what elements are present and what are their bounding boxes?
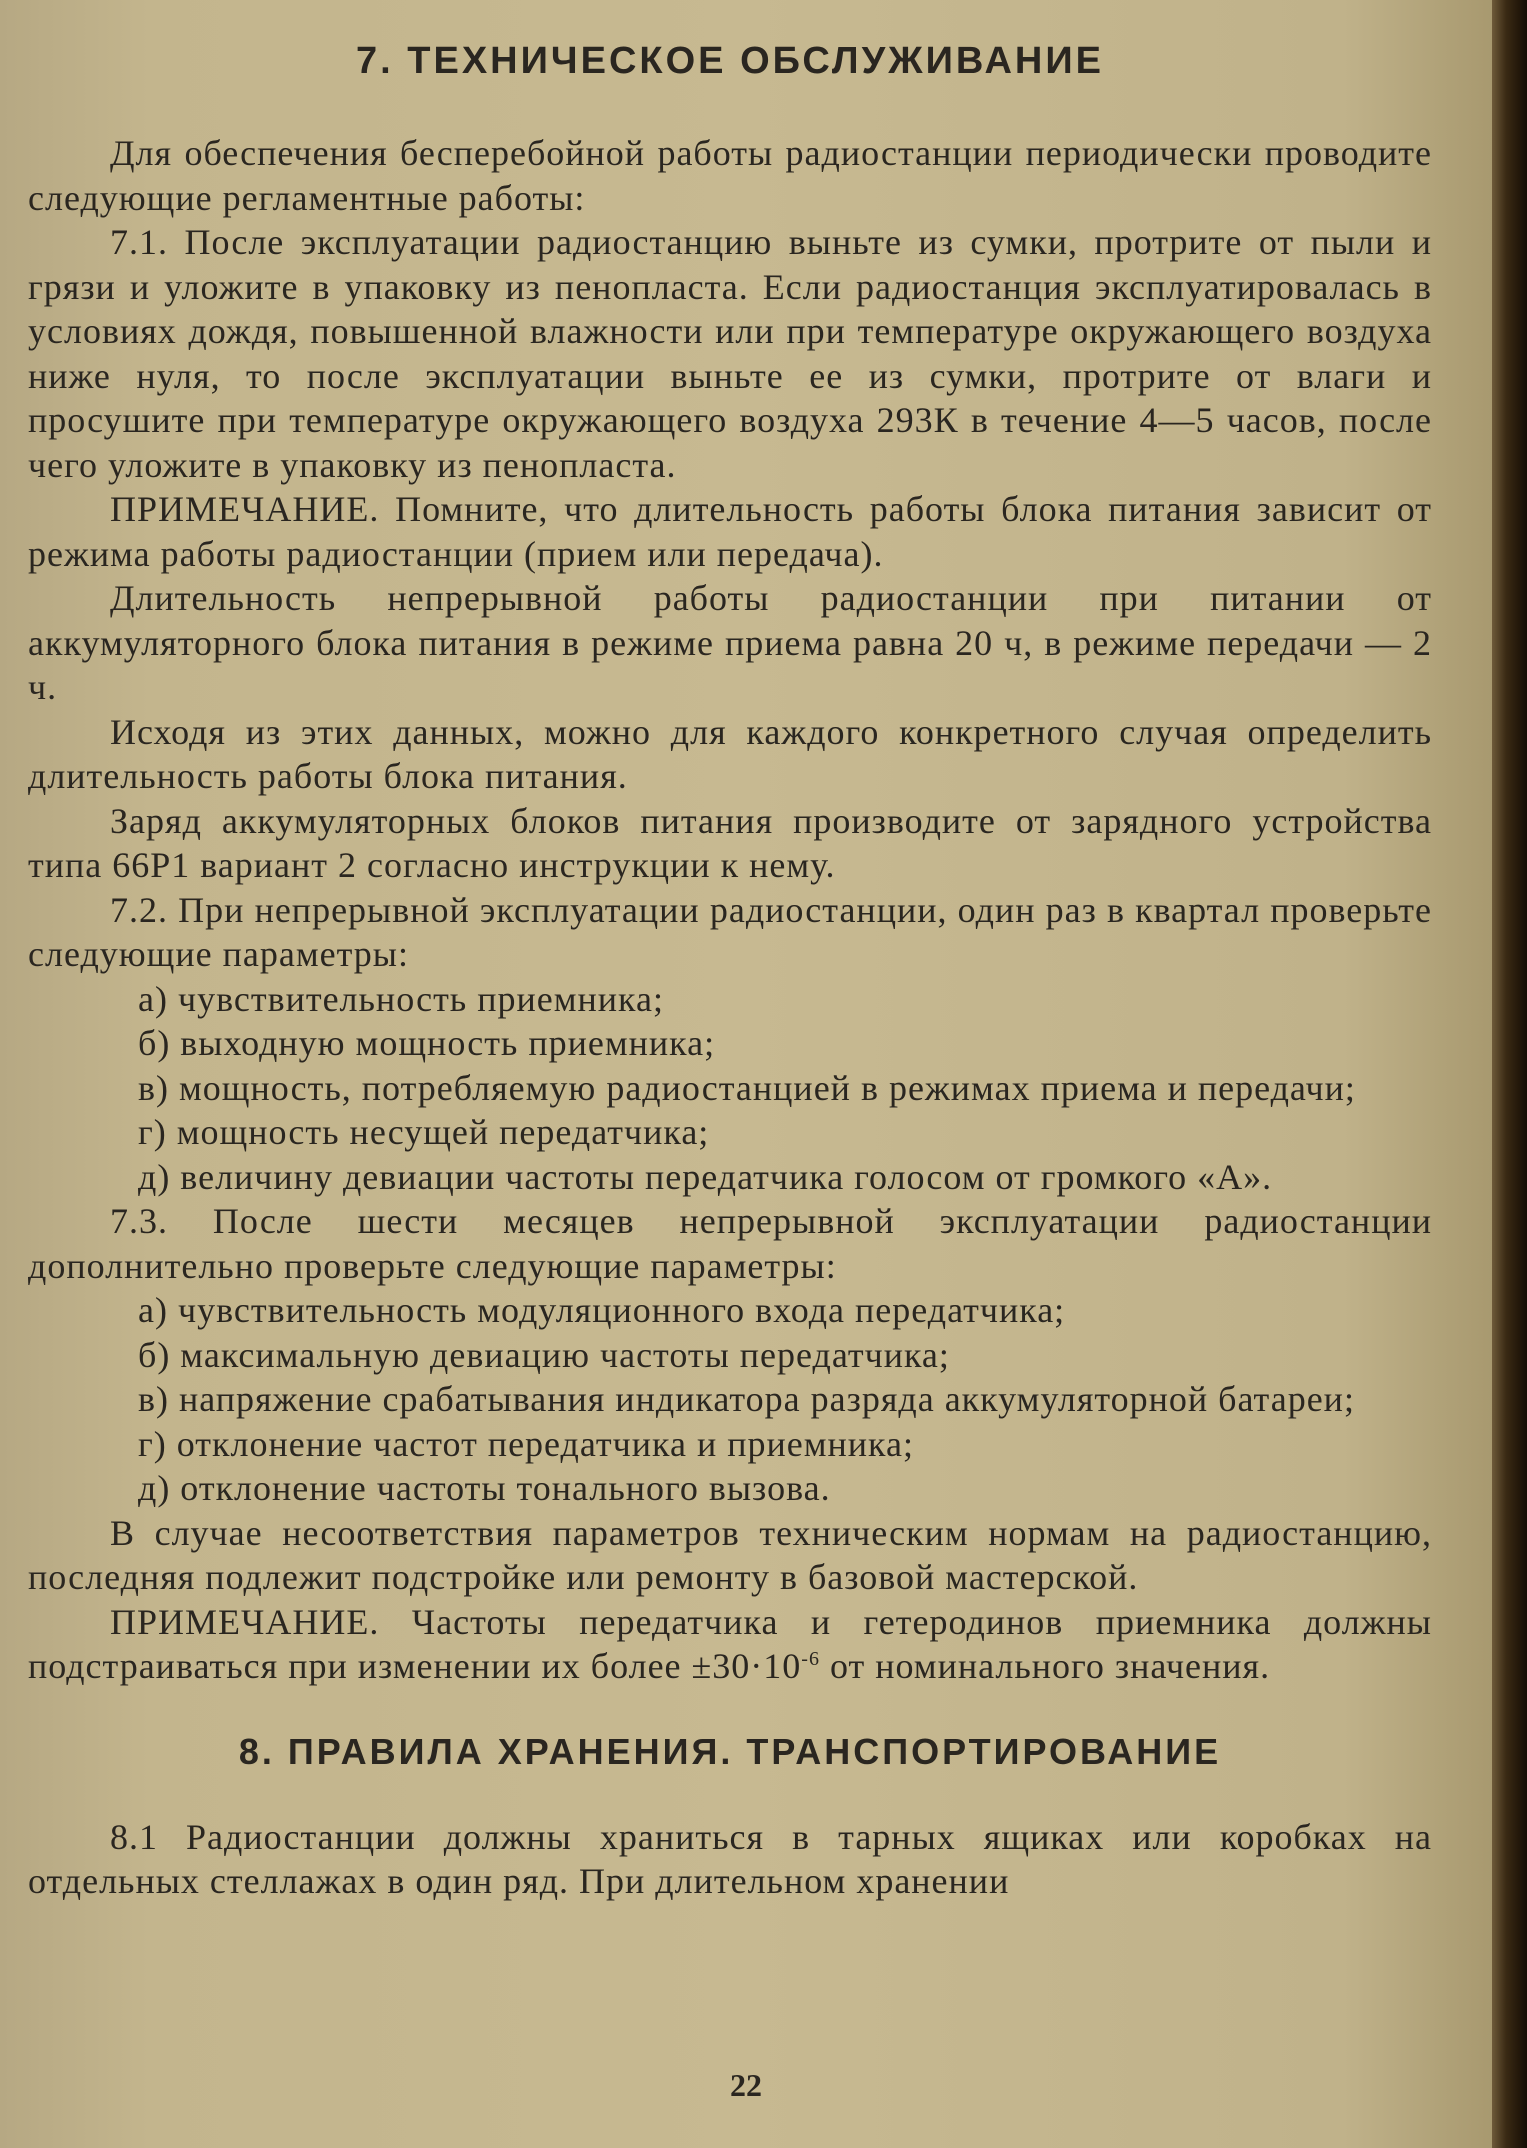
book-spine-shadow <box>1492 0 1527 2148</box>
paragraph-7-3: 7.3. После шести месяцев непрерывной эксплуатации радиостанции дополнительно проверьте следующие параметры: <box>28 1201 1432 1286</box>
duration-paragraph: Длительность непрерывной работы радиостанции при питании от аккумуляторного блока питания в режиме приема равна 20 ч, в режиме передачи — 2 ч. <box>28 578 1432 707</box>
section-7-title: 7. ТЕХНИЧЕСКОЕ ОБСЛУЖИВАНИЕ <box>356 40 1104 82</box>
based-paragraph: Исходя из этих данных, можно для каждого конкретного случая определить длительность работы блока питания. <box>28 711 1432 796</box>
section-8-title: 8. ПРАВИЛА ХРАНЕНИЯ. ТРАНСПОРТИРОВАНИЕ <box>238 1730 1222 1772</box>
mismatch-paragraph: В случае несоответствия параметров техническим нормам на радиостанцию, последняя подлежит подстройке или ремонту в базовой мастерской. <box>28 1512 1432 1597</box>
section-7-intro: Для обеспечения бесперебойной работы радиостанции периодически проводите следующие регламентные работы: <box>28 133 1432 218</box>
list-item-7-3-b: б) максимальную девиацию частоты передатчика; <box>138 1334 950 1375</box>
list-item-7-3-g: г) отклонение частот передатчика и приемника; <box>138 1423 914 1464</box>
list-item-7-2-a: а) чувствительность приемника; <box>138 978 664 1019</box>
paragraph-7-2: 7.2. При непрерывной эксплуатации радиостанции, один раз в квартал проверьте следующие параметры: <box>28 889 1432 974</box>
list-item-7-3-a: а) чувствительность модуляционного входа передатчика; <box>138 1290 1066 1330</box>
charge-paragraph: Заряд аккумуляторных блоков питания производите от зарядного устройства типа 66Р1 вариант 2 согласно инструкции к нему. <box>28 800 1432 885</box>
paragraph-8-1: 8.1 Радиостанции должны храниться в тарных ящиках или коробках на отдельных стеллажах в один ряд. При длительном хранении <box>28 1816 1432 1901</box>
list-item-7-3-d: д) отклонение частоты тонального вызова. <box>138 1468 831 1508</box>
note-2-tail: от номинального значения. <box>819 1646 1271 1686</box>
list-item-7-2-v: в) мощность, потребляемую радиостанцией в режимах приема и передачи; <box>138 1067 1356 1108</box>
note-2-text: ПРИМЕЧАНИЕ. Частоты передатчика и гетеродинов приемника должны подстраиваться при изменении их более ±30·10 <box>28 1601 1432 1686</box>
page-number: 22 <box>730 2067 762 2103</box>
list-item-7-3-v: в) напряжение срабатывания индикатора разряда аккумуляторной батареи; <box>138 1379 1355 1419</box>
list-item-7-2-g: г) мощность несущей передатчика; <box>138 1112 710 1152</box>
paragraph-7-1: 7.1. После эксплуатации радиостанцию выньте из сумки, протрите от пыли и грязи и уложите в упаковку из пенопласта. Если радиостанция эксплуатировалась в условиях дождя, повышенной влажности или при температуре окружающего воздуха ниже нуля, то после эксплуатации выньте ее из сумки, протрите от влаги и просушите при температуре окружающего воздуха 293К в течение 4—5 часов, после чего уложите в упаковку из пенопласта. <box>28 222 1432 485</box>
note-2 <box>28 1600 1432 1689</box>
note-1: ПРИМЕЧАНИЕ. Помните, что длительность работы блока питания зависит от режима работы радиостанции (прием или передача). <box>28 489 1432 574</box>
list-item-7-2-b: б) выходную мощность приемника; <box>138 1023 716 1063</box>
note-2-exponent: -6 <box>801 1648 820 1670</box>
list-item-7-2-d: д) величину девиации частоты передатчика голосом от громкого «А». <box>138 1156 1273 1197</box>
